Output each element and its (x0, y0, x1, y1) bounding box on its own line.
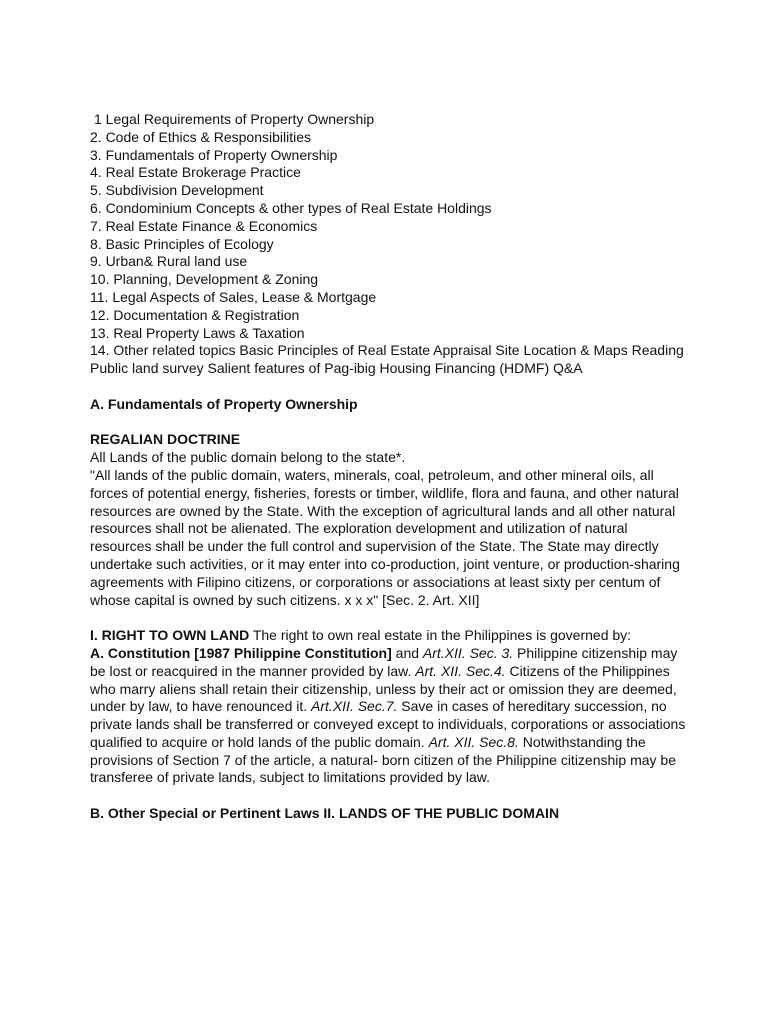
article-text: Citizens of the Philippines who marry aliens shall retain their citizenship, unless by their act or omission they are deemed, under by law, to have renounced it. (90, 662, 677, 715)
toc-item: 2. Code of Ethics & Responsibilities (90, 128, 311, 145)
right-to-own-paragraph (90, 627, 690, 787)
article-ref: Art.XII. Sec. 3. (422, 644, 514, 661)
article-ref: Art. XII. Sec.4. (415, 662, 506, 679)
toc-item: 1 Legal Requirements of Property Ownership (94, 111, 375, 127)
toc-item: 10. Planning, Development & Zoning (90, 271, 319, 288)
document-page (90, 111, 690, 823)
toc-list (90, 111, 690, 378)
regalian-line: All Lands of the public domain belong to the state*. (90, 449, 406, 466)
regalian-quote: "All lands of the public domain, waters, minerals, coal, petroleum, and other mineral oils, all forces of potential energy, fisheries, forests or timber, wildlife, flora and fauna, and other natural resources are owned by the State. With the exception of agricultural lands and all other natural resources shall not be alienated. The exploration development and utilization of natural resources shall be under the full control and supervision of the State. The State may directly undertake such activities, or it may enter into co-production, joint venture, or production-sharing agreements with Filipino citizens, or corporations or associations at least sixty per centum of whose capital is owned by such citizens. x x x" [Sec. 2. Art. XII] (90, 466, 680, 608)
article-text: Notwithstanding the provisions of Section 7 of the article, a natural- born citizen of the Philippine citizenship may be transferee of private lands, subject to limitations provided by law. (90, 733, 676, 786)
right-intro: The right to own real estate in the Philippines is governed by: (249, 627, 632, 644)
and-text: and (391, 644, 423, 661)
toc-item: 11. Legal Aspects of Sales, Lease & Mortgage (90, 288, 377, 305)
toc-item: 13. Real Property Laws & Taxation (90, 324, 305, 341)
toc-item: 3. Fundamentals of Property Ownership (90, 146, 338, 163)
toc-item: 12. Documentation & Registration (90, 306, 300, 323)
constitution-label: A. Constitution [1987 Philippine Constitution] (90, 644, 392, 661)
article-ref: Art.XII. Sec.7. (311, 698, 398, 715)
right-label: I. RIGHT TO OWN LAND (90, 627, 250, 644)
toc-item: 4. Real Estate Brokerage Practice (90, 164, 301, 181)
section-heading-a: A. Fundamentals of Property Ownership (90, 395, 358, 412)
article-ref: Art. XII. Sec.8. (428, 733, 519, 750)
toc-item: 6. Condominium Concepts & other types of Real Estate Holdings (90, 199, 492, 216)
article-text: Save in cases of hereditary succession, no private lands shall be transferred or conveyed except to individuals, corporations or associations qualified to acquire or hold lands of the public domain. (90, 698, 686, 750)
toc-item-last: 14. Other related topics Basic Principles of Real Estate Appraisal Site Location & Maps Reading Public land survey Salient features of Pag-ibig Housing Financing (HDMF) Q&A (90, 342, 684, 377)
article-text: Philippine citizenship may be lost or reacquired in the manner provided by law. (90, 644, 678, 679)
toc-item: 7. Real Estate Finance & Economics (90, 217, 318, 234)
toc-item: 9. Urban& Rural land use (90, 253, 248, 270)
toc-item: 8. Basic Principles of Ecology (90, 235, 274, 252)
regalian-title: REGALIAN DOCTRINE (90, 431, 241, 448)
section-heading-b: B. Other Special or Pertinent Laws II. LANDS OF THE PUBLIC DOMAIN (90, 805, 560, 822)
toc-item: 5. Subdivision Development (90, 182, 264, 199)
